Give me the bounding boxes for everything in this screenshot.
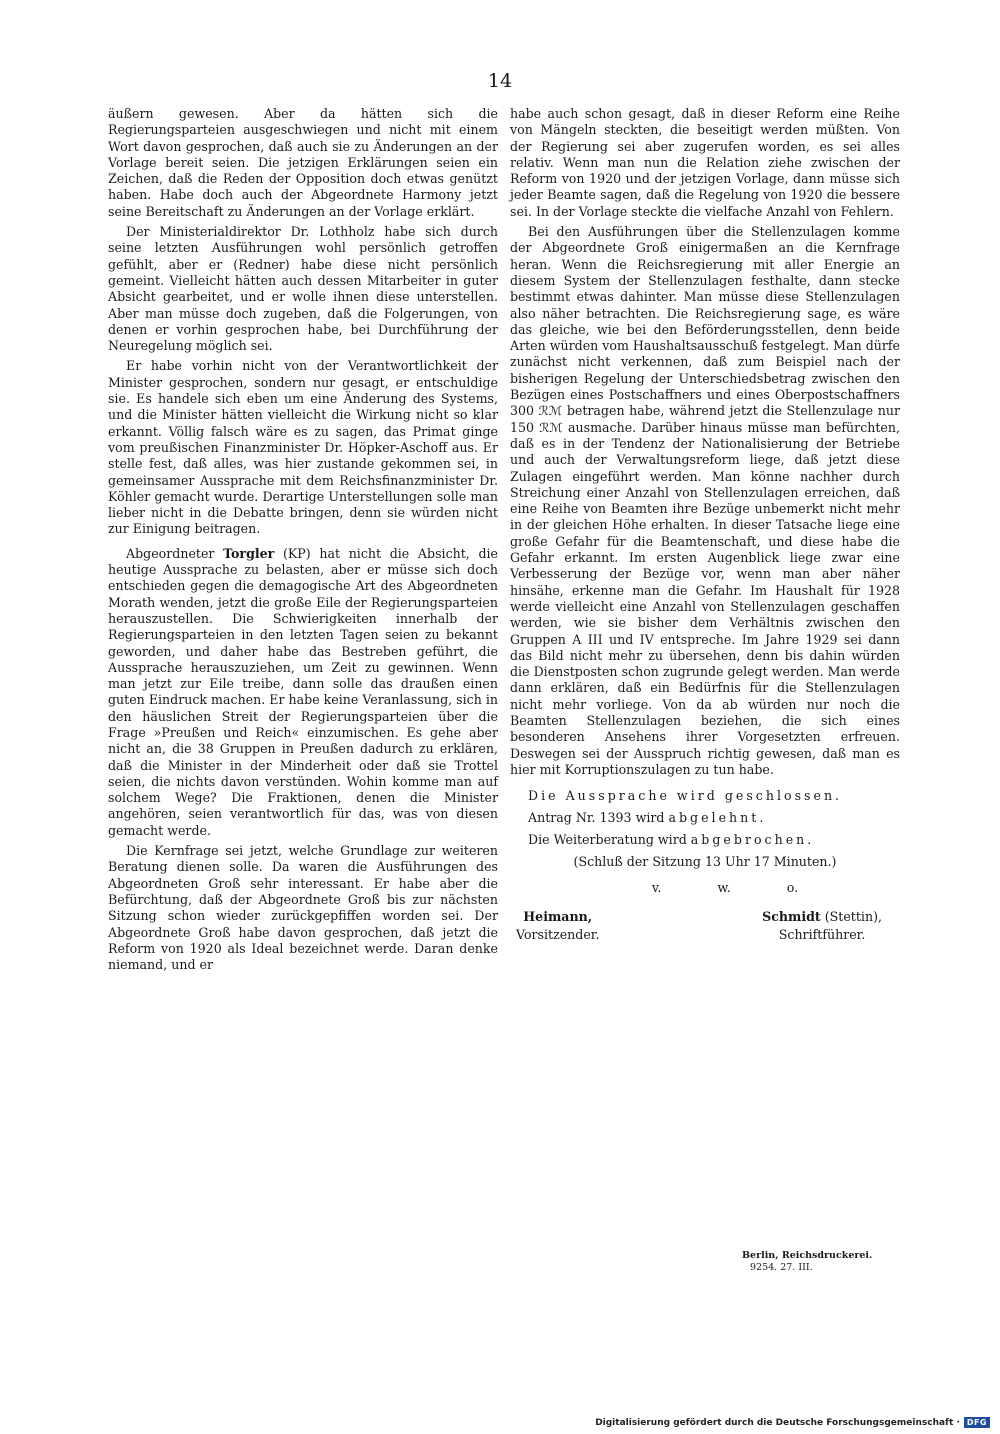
secretary-role: Schriftführer. <box>778 927 866 943</box>
left-paragraph-3: Er habe vorhin nicht von der Verantwortlichkeit der Minister gesprochen, sondern nur gesagt, er entschuldige sie. Es handele sich eben um eine Änderung des Systems, und die Minister hätten vielleicht die Wirkung nicht so klar erkannt. Völlig falsch wäre es zu sagen, das Primat ginge vom preußischen Finanzminister Dr. Höpker-Aschoff aus. Er stelle fest, daß alles, was hier zustande gekommen sei, in gemeinsamer Aussprache mit dem Reichsfinanzminister Dr. Köhler gemacht wurde. Derartige Unterstellungen solle man lieber nicht in die Debatte bringen, denn sie würden nicht zur Einigung beitragen. <box>108 358 498 537</box>
footer-text: Digitalisierung gefördert durch die Deutsche Forschungsgemeinschaft · <box>595 1417 960 1428</box>
signatures <box>510 908 900 944</box>
vwo-v: v. <box>651 880 662 896</box>
vwo-w: w. <box>717 880 731 896</box>
vwo-o: o. <box>786 880 799 896</box>
vwo-line <box>550 880 900 896</box>
signature-secretary <box>762 908 882 944</box>
torgler-prefix: Abgeordneter <box>126 545 224 561</box>
dfg-logo-icon: DFG <box>964 1417 990 1428</box>
printer-imprint <box>742 1250 872 1274</box>
torgler-text: (KP) hat nicht die Absicht, die heutige Aussprache zu belasten, aber er müsse sich doch entschieden gegen die demagogische Art des Abgeordneten Morath wenden, jetzt die große Eile der Regierungsparteien herauszustellen. Die Schwierigkeiten innerhalb der Regierungsparteien in den letzten Tagen seien zu bekannt geworden, und daher habe das Bestreben geführt, die Aussprache herauszuziehen, um Zeit zu gewinnen. Wenn man jetzt zur Eile treibe, dann solle das draußen einen guten Eindruck machen. Er habe keine Veranlassung, sich in den häuslichen Streit der Regierungsparteien über die Frage »Preußen und Reich« einzumischen. Es gehe aber nicht an, die 38 Gruppen in Preußen dadurch zu erklären, daß die Minister in der Minderheit oder daß sie Trottel seien, die nichts davon verstünden. Wohin komme man auf solchem Wege? Die Fraktionen, denen die Minister angehören, seien verantwortlich für das, was von diesen gemacht werde. <box>108 545 499 838</box>
digitization-footer <box>595 1417 990 1428</box>
speaker-name-torgler: Torgler <box>223 545 275 561</box>
right-paragraph-2: Bei den Ausführungen über die Stellenzulagen komme der Abgeordnete Groß einigermaßen an die Kernfrage heran. Wenn die Reichsregierung mit aller Energie an diesem System der Stellenzulagen festhalte, dann stecke bestimmt etwas dahinter. Man müsse diese Stellenzulagen also näher betrachten. Die Reichsregierung sage, es wäre das gleiche, wie bei den Beförderungsstellen, denn beide Arten würden vom Haushaltsausschuß festgelegt. Man dürfe zunächst nicht verkennen, daß zum Beispiel nach der bisherigen Regelung der Unterschiedsbetrag zwischen den Bezügen eines Postschaffners und eines Oberpostschaffners 300 ℛℳ betragen habe, während jetzt die Stellenzulage nur 150 ℛℳ ausmache. Darüber hinaus müsse man befürchten, daß es in der Tendenz der Nationalisierung der Betriebe und auch der Verwaltungsreform liege, daß jetzt diese Zulagen eingeführt werden. Man könne nachher durch Streichung einer Anzahl von Stellenzulagen erreichen, daß eine Reihe von Beamten ihre Bezüge unbemerkt nicht mehr in der gleichen Höhe erhalten. In dieser Tatsache liege eine große Gefahr für die Beamtenschaft, und diese habe die Gefahr erkannt. Im ersten Augenblick liege zwar eine Verbesserung der Bezüge vor, wenn man aber näher hinsähe, erkenne man die Gefahr. Im Haushalt für 1928 werde vielleicht eine Anzahl von Stellenzulagen geschaffen werden, wie sie bisher dem Verhältnis zwischen den Gruppen A III und IV entspreche. Im Jahre 1929 sei dann das Bild nicht mehr zu übersehen, denn bis dahin würden die Dienstposten schon zugrunde gelegt werden. Man werde dann erklären, daß ein Bedürfnis für die Stellenzulagen nicht mehr vorliege. Von da ab würden nur noch die Beamten Stellenzulagen beziehen, die sich eines besonderen Ansehens ihrer Vorgesetzten erfreuen. Deswegen sei der Ausspruch richtig gewesen, daß man es hier mit Korruptionszulagen zu tun habe. <box>510 224 900 777</box>
chair-name: Heimann, <box>523 909 593 925</box>
closing-line-antrag <box>510 810 900 826</box>
left-paragraph-1: äußern gewesen. Aber da hätten sich die Regierungsparteien ausgeschwiegen und nicht mit einem Wort davon gesprochen, daß auch sie zu Änderungen an der Vorlage bereit seien. Die jetzigen Erklärungen seien ein Zeichen, daß die Reden der Opposition doch etwas genützt haben. Habe doch auch der Abgeordnete Harmony jetzt seine Bereitschaft zu Änderungen an der Vorlage erklärt. <box>108 106 498 219</box>
chair-role: Vorsitzender. <box>516 927 600 943</box>
left-paragraph-torgler <box>108 546 498 839</box>
antrag-result: abgelehnt. <box>668 810 767 826</box>
closing-line-weiterberatung <box>510 832 900 848</box>
closing-line-aussprache: Die Aussprache wird geschlossen. <box>528 788 843 804</box>
secretary-suffix: (Stettin), <box>820 909 882 925</box>
left-paragraph-5: Die Kernfrage sei jetzt, welche Grundlage zur weiteren Beratung dienen solle. Da waren die Ausführungen des Abgeordneten Groß sehr interessant. Er habe aber die Befürchtung, daß der Abgeordnete Groß bis zur nächsten Sitzung schon wieder zurückgepfiffen worden sei. Der Abgeordnete Groß habe davon gesprochen, daß jetzt die Reform von 1920 als Ideal bezeichnet werde. Daran denke niemand, und er <box>108 843 498 973</box>
right-column <box>510 106 900 944</box>
left-paragraph-2: Der Ministerialdirektor Dr. Lothholz habe sich durch seine letzten Ausführungen wohl persönlich getroffen gefühlt, aber er (Redner) habe diese nicht persönlich gemeint. Vielleicht hätten auch dessen Mitarbeiter in guter Absicht gearbeitet, und er wolle ihnen diese unterstellen. Aber man müsse doch zugeben, daß die Folgerungen, von denen er vorhin gesprochen habe, bei Durchführung der Neuregelung möglich sei. <box>108 224 498 354</box>
left-column <box>108 106 498 973</box>
antrag-text: Antrag Nr. 1393 wird <box>528 810 669 826</box>
weiterberatung-text: Die Weiterberatung wird <box>528 832 691 848</box>
closing-line-schluss: (Schluß der Sitzung 13 Uhr 17 Minuten.) <box>573 854 837 870</box>
imprint-line-2: 9254. 27. III. <box>750 1262 813 1273</box>
page-number: 14 <box>487 70 513 92</box>
closing-block <box>510 788 900 944</box>
secretary-name: Schmidt <box>762 909 821 925</box>
imprint-line-1: Berlin, Reichsdruckerei. <box>742 1250 873 1261</box>
signature-chair <box>516 908 599 944</box>
weiterberatung-result: abgebrochen. <box>690 832 815 848</box>
right-paragraph-1: habe auch schon gesagt, daß in dieser Reform eine Reihe von Mängeln steckten, die beseitigt werden müßten. Von der Regierung sei aber zugerufen worden, es sei alles relativ. Wenn man nun die Relation ziehe zwischen der Reform von 1920 und der jetzigen Vorlage, dann müsse sich jeder Beamte sagen, daß die Regelung von 1920 die bessere sei. In der Vorlage steckte die vielfache Anzahl von Fehlern. <box>510 106 900 219</box>
